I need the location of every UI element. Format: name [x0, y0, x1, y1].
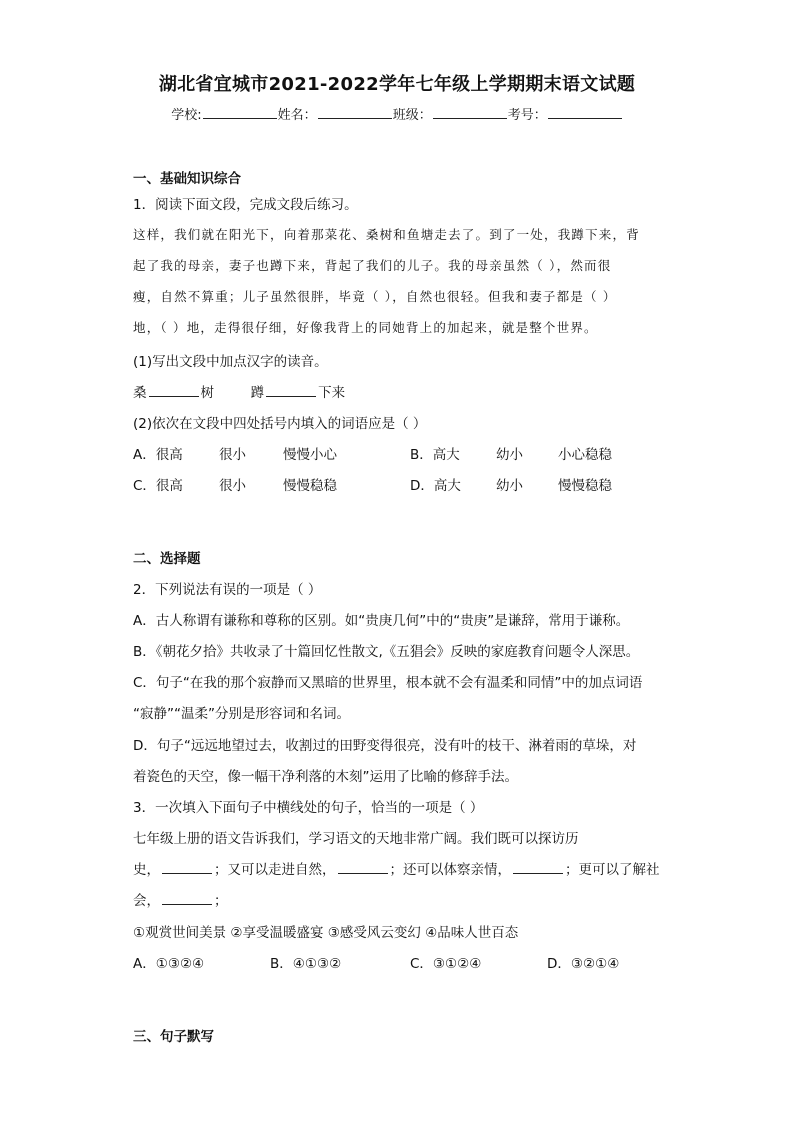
q3-text-part-f: ；	[214, 893, 228, 909]
option-b-label[interactable]: B．高大	[410, 447, 460, 463]
school-blank[interactable]	[203, 106, 277, 119]
page-title: 湖北省宜城市2021-2022学年七年级上学期期末语文试题	[158, 74, 636, 95]
pinyin-blank-1[interactable]	[149, 384, 199, 397]
question-3-option-c[interactable]: C．③①②④	[410, 956, 482, 972]
passage-line-2: 起了我的母亲，妻子也蹲下来，背起了我们的儿子。我的母亲虽然（ ），然而很	[133, 258, 612, 273]
section-heading-3: 三、句子默写	[133, 1029, 214, 1045]
question-3-option-d[interactable]: D．③②①④	[547, 956, 620, 972]
option-a-word-2: 很小	[219, 447, 246, 463]
q3-text-part-d: ；更可以了解社	[565, 862, 660, 878]
option-b-word-2: 幼小	[496, 447, 523, 463]
class-blank[interactable]	[433, 106, 507, 119]
student-info-line	[0, 104, 794, 123]
exam-number-label: 考号：	[507, 108, 547, 123]
q3-blank-1[interactable]	[162, 861, 212, 874]
question-2-option-b[interactable]: B．《朝花夕拾》共收录了十篇回忆性散文,《五猖会》反映的家庭教育问题令人深思。	[133, 644, 640, 660]
question-3-option-b[interactable]: B．④①③②	[270, 956, 342, 972]
option-d-word-2: 幼小	[496, 478, 523, 494]
passage-line-3: 瘦，自然不算重；儿子虽然很胖，毕竟（ ），自然也很轻。但我和妻子都是（ ）	[133, 289, 617, 304]
question-2-option-c-line-2: “寂静”“温柔”分别是形容词和名词。	[133, 706, 350, 722]
option-b-word-3: 小心稳稳	[558, 447, 612, 463]
name-label: 姓名：	[277, 108, 317, 123]
q3-text-part-a: 史，	[133, 862, 160, 878]
option-d-word-3: 慢慢稳稳	[558, 478, 612, 494]
sub-question-1: (1)写出文段中加点汉字的读音。	[133, 354, 328, 370]
question-3-option-a[interactable]: A．①③②④	[133, 956, 205, 972]
name-blank[interactable]	[318, 106, 392, 119]
section-heading-1: 一、基础知识综合	[133, 171, 241, 187]
passage-line-1: 这样，我们就在阳光下，向着那菜花、桑树和鱼塘走去了。到了一处，我蹲下来，背	[133, 227, 640, 242]
pinyin-row	[133, 381, 345, 401]
option-c-word-3: 慢慢稳稳	[283, 478, 337, 494]
q3-blank-4[interactable]	[162, 892, 212, 905]
q3-blank-2[interactable]	[338, 861, 388, 874]
q3-blank-3[interactable]	[513, 861, 563, 874]
question-2-option-d-line-1[interactable]: D．句子“远远地望过去，收割过的田野变得很亮，没有叶的枝干、淋着雨的草垛，对	[133, 738, 637, 754]
question-2-option-a[interactable]: A．古人称谓有谦称和尊称的区别。如“贵庚几何”中的“贵庚”是谦辞，常用于谦称。	[133, 613, 630, 629]
sub-question-2: (2)依次在文段中四处括号内填入的词语应是（ ）	[133, 416, 427, 432]
question-2-option-d-line-2: 着瓷色的天空，像一幅干净利落的木刻”运用了比喻的修辞手法。	[133, 769, 518, 785]
question-3-stem: 3．一次填入下面句子中横线处的句子，恰当的一项是（ ）	[133, 800, 484, 816]
option-d-label[interactable]: D．高大	[410, 478, 461, 494]
question-2-stem: 2．下列说法有误的一项是（ ）	[133, 582, 322, 598]
option-c-label[interactable]: C．很高	[133, 478, 183, 494]
exam-number-blank[interactable]	[548, 106, 622, 119]
pinyin-blank-2[interactable]	[266, 384, 316, 397]
pinyin-after-sang: 树	[200, 385, 214, 401]
passage-line-4: 地，（ ）地，走得很仔细，好像我背上的同她背上的加起来，就是整个世界。	[133, 320, 598, 335]
option-a-label[interactable]: A．很高	[133, 447, 183, 463]
pinyin-char-sang: 桑	[133, 385, 147, 401]
question-1-stem: 1．阅读下面文段，完成文段后练习。	[133, 197, 358, 213]
option-a-word-3: 慢慢小心	[283, 447, 337, 463]
question-3-text-line-2	[133, 858, 660, 878]
section-heading-2: 二、选择题	[133, 551, 201, 567]
pinyin-char-dun: 蹲	[250, 385, 265, 401]
q3-text-part-e: 会，	[133, 893, 160, 909]
question-3-text-line-1: 七年级上册的语文告诉我们，学习语文的天地非常广阔。我们既可以探访历	[133, 831, 579, 847]
school-label: 学校:	[171, 108, 202, 123]
q3-text-part-c: ；还可以体察亲情，	[389, 862, 511, 878]
question-2-option-c-line-1[interactable]: C．句子“在我的那个寂静而又黑暗的世界里，根本就不会有温柔和同情”中的加点词语	[133, 675, 643, 691]
class-label: 班级：	[392, 108, 432, 123]
pinyin-after-dun: 下来	[318, 385, 346, 401]
question-3-items: ①观赏世间美景 ②享受温暖盛宴 ③感受风云变幻 ④品味人世百态	[133, 925, 519, 941]
option-c-word-2: 很小	[219, 478, 246, 494]
q3-text-part-b: ；又可以走进自然，	[214, 862, 336, 878]
question-3-text-line-3	[133, 889, 228, 909]
